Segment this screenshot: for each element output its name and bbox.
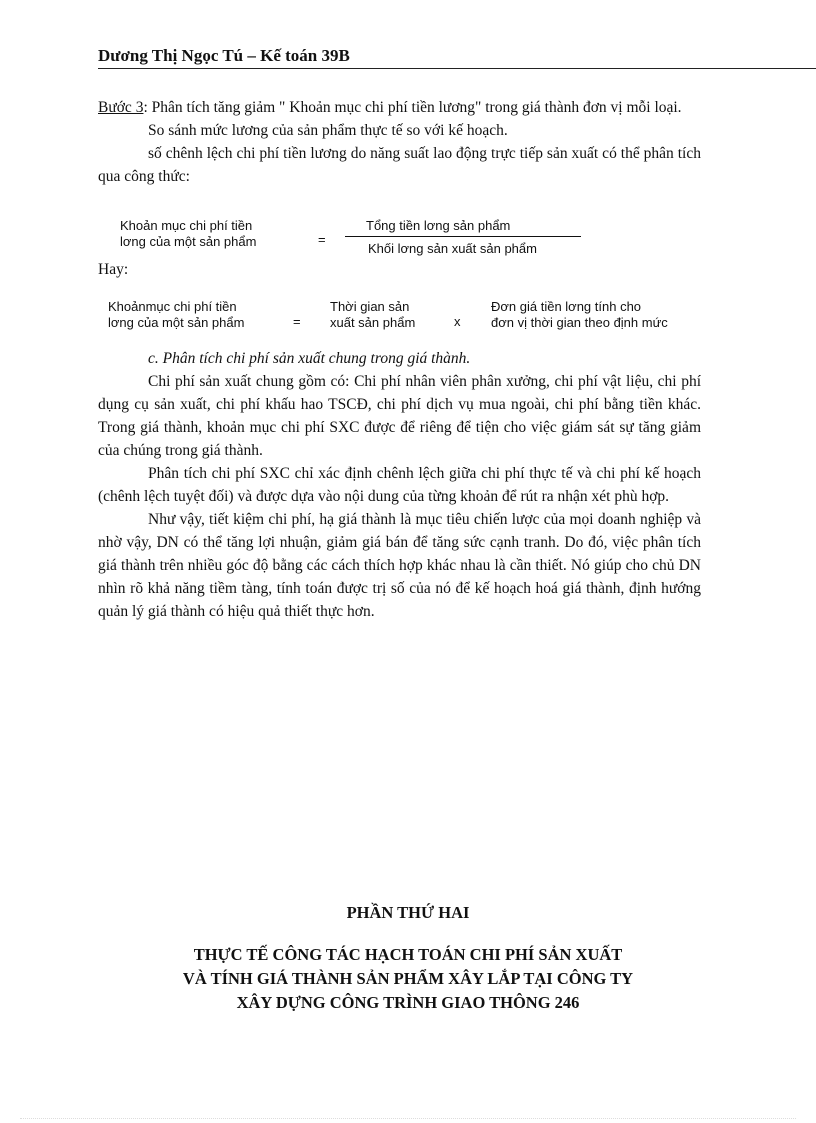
heading-c: c. Phân tích chi phí sản xuất chung trong giá thành.: [148, 350, 471, 367]
page-header-author: Dương Thị Ngọc Tú – Kế toán 39B: [98, 46, 350, 65]
formula2-left: [108, 299, 244, 331]
step-label: Bước 3: [98, 99, 144, 116]
body-paragraph-3: Như vậy, tiết kiệm chi phí, hạ giá thành là mục tiêu chiến lược của mọi doanh nghiệp và nhờ vậy, DN có thể tăng lợi nhuận, giảm giá bán để tăng sức cạnh tranh. Do đó, việc phân tích giá thành trên nhiều góc độ bằng các cách thích hợp khác nhau là cần thiết. Nó giúp cho chủ DN nhìn rõ khả năng tiềm tàng, tính toán được trị số của nó để kế hoạch hoá giá thành, định hướng quản lý giá thành có hiệu quả thiết thực hơn.: [98, 511, 701, 620]
formula2-right-line2: đơn vị thời gian theo định mức: [491, 315, 668, 330]
part-two-line-3: XÂY DỰNG CÔNG TRÌNH GIAO THÔNG 246: [236, 993, 580, 1012]
footer-dotted-rule: [20, 1118, 796, 1119]
formula2-left-line1: Khoảnmục chi phí tiền: [108, 299, 237, 314]
part-two-title: PHẦN THỨ HAI: [346, 903, 470, 922]
formula2-mid-line2: xuất sản phẩm: [330, 315, 416, 330]
formula2-mid-line1: Thời gian sản: [330, 299, 410, 314]
step-paragraph: [98, 96, 701, 119]
formula2-right: [491, 299, 668, 331]
part-two-line-2: VÀ TÍNH GIÁ THÀNH SẢN PHẨM XÂY LẮP TẠI CÔNG TY: [182, 969, 634, 988]
formula1-fraction-bar: [345, 236, 581, 237]
hay-label: Hay:: [98, 261, 129, 278]
formula1-left: [120, 218, 256, 250]
formula1-equals: =: [318, 232, 326, 247]
formula2-left-line2: lơng của một sản phẩm: [108, 315, 245, 330]
formula1-left-line1: Khoản mục chi phí tiền: [120, 218, 253, 233]
intro-line-2: So sánh mức lương của sản phẩm thực tế so với kế hoạch.: [148, 122, 508, 139]
formula2-times: x: [454, 314, 461, 329]
formula1-denominator: Khối lơng sản xuất sản phẩm: [368, 241, 537, 256]
step-text: : Phân tích tăng giảm " Khoản mục chi phí tiền lương" trong giá thành đơn vị mỗi loại.: [143, 99, 682, 116]
body-block: [98, 347, 701, 623]
header-divider: [98, 68, 816, 69]
formula1-numerator: Tổng tiền lơng sản phẩm: [366, 218, 511, 233]
formula1-left-line2: lơng của một sản phẩm: [120, 234, 257, 249]
part-two-heading: [0, 943, 816, 1015]
formula2-right-line1: Đơn giá tiền lơng tính cho: [491, 299, 642, 314]
body-paragraph-2: Phân tích chi phí SXC chỉ xác định chênh lệch giữa chi phí thực tế và chi phí kế hoạch (chênh lệch tuyệt đối) và được dựa vào nội dung của từng khoản để rút ra nhận xét phù hợp.: [98, 465, 701, 505]
intro-line-3: số chênh lệch chi phí tiền lương do năng suất lao động trực tiếp sản xuất có thể phân tích qua công thức:: [98, 145, 701, 185]
formula2-mid: [330, 299, 415, 331]
body-paragraph-1: Chi phí sản xuất chung gồm có: Chi phí nhân viên phân xưởng, chi phí vật liệu, chi phí dụng cụ sản xuất, chi phí khấu hao TSCĐ, chi phí dịch vụ mua ngoài, chi phí bằng tiền khác. Trong giá thành, khoản mục chi phí SXC được để riêng để tiện cho việc giám sát sự tăng giảm của chúng trong giá thành.: [98, 373, 701, 459]
formula2-equals: =: [293, 314, 301, 329]
intro-block: [98, 96, 701, 188]
part-two-line-1: THỰC TẾ CÔNG TÁC HẠCH TOÁN CHI PHÍ SẢN XUẤT: [193, 945, 623, 964]
